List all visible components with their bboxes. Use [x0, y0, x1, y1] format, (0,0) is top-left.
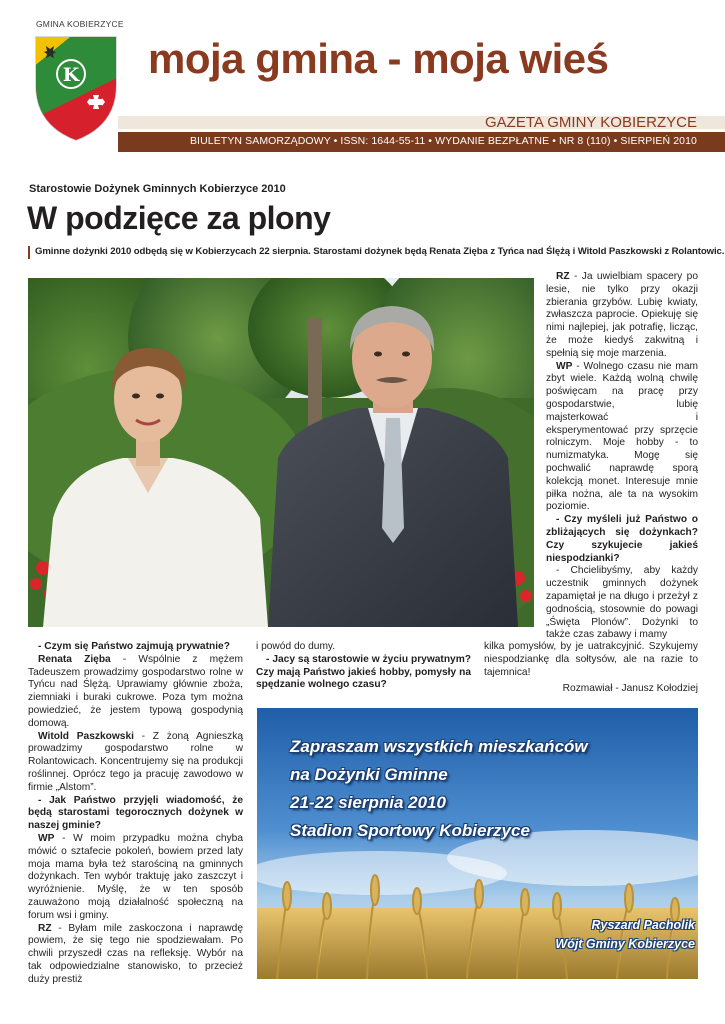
answer-paragraph: - Chcielibyśmy, aby każdy uczestnik gminnych dożynek zapamiętał je na długo i przeżył z godnością, stosownie do powagi „Święta Plonów”. Dożynki to także czas zabawy i mamy	[546, 565, 698, 641]
author-signature: Rozmawiał - Janusz Kołodziej	[562, 683, 698, 695]
signer-title: Wójt Gminy Kobierzyce	[555, 937, 695, 951]
answer-paragraph: WP - W moim przypadku można chyba mówić o sztafecie pokoleń, bowiem przed laty moja mama była też starościną na gminnych dożynkach. Ten wybór traktuję jako zaszczyt i wyróżnienie. Myślę, że w ten sposób zauważono moją działalność społeczną na forum wsi i gminy.	[28, 832, 243, 921]
article-column-tail	[484, 641, 698, 696]
gmina-label: GMINA KOBIERZYCE	[36, 19, 124, 29]
question-paragraph: - Czym się Państwo zajmują prywatnie?	[38, 641, 230, 652]
invitation-venue: Stadion Sportowy Kobierzyce	[290, 821, 530, 840]
question-paragraph: - Czy myśleli już Państwo o zbliżających się dożynkach? Czy szykujecie jakieś niespodzianki?	[546, 514, 698, 564]
starostowie-photo	[28, 278, 534, 627]
article-column-middle	[256, 641, 471, 692]
article-column-left	[28, 641, 243, 987]
answer-paragraph: kilka pomysłów, by je uatrakcyjnić. Szykujemy niespodziankę dla sołtysów, ale na razie to tajemnica!	[484, 641, 698, 678]
signer-name: Ryszard Pacholik	[591, 918, 695, 932]
invitation-date: 21-22 sierpnia 2010	[290, 793, 446, 812]
article-column-right	[546, 271, 698, 642]
invitation-line-1: Zapraszam wszystkich mieszkańców	[290, 737, 588, 756]
invitation-line-2: na Dożynki Gminne	[290, 765, 448, 784]
answer-paragraph: Witold Paszkowski - Z żoną Agnieszką prowadzimy gospodarstwo rolne w Rolantowicach. Koncentrujemy się na produkcji roślinnej. Oprócz tego ja pracuję zawodowo w firmie „Alstom”.	[28, 730, 243, 793]
lead-marker	[28, 246, 30, 259]
article-kicker: Starostowie Dożynek Gminnych Kobierzyce 2010	[29, 183, 286, 195]
newspaper-title: moja gmina - moja wieś	[148, 35, 609, 82]
coat-of-arms-logo	[33, 33, 119, 143]
answer-paragraph: Renata Zięba - Wspólnie z mężem Tadeuszem prowadzimy gospodarstwo rolne w Tyńcu nad Ślężą. Uprawiamy głównie zboża, ziemniaki i buraki cukrowe. Poza tym można powiedzieć, że jestem typową gospodynią domową.	[28, 653, 243, 729]
question-paragraph: - Jacy są starostowie w życiu prywatnym? Czy mają Państwo jakieś hobby, pomysły na spędzanie wolnego czasu?	[256, 653, 471, 691]
answer-paragraph: WP - Wolnego czasu nie mam zbyt wiele. Każdą wolną chwilę poświęcam na pracę przy gospodarstwie, lubię majsterkować i eksperymentować przy sprzęcie rolniczym. Moje hobby - to numizmatyka. Mogę się pochwalić naprawdę sporą kolekcją monet. Interesuje mnie piłka nożna, ale ta na wysokim poziomie.	[546, 360, 698, 513]
article-lead: Gminne dożynki 2010 odbędą się w Kobierzycach 22 sierpnia. Starostami dożynek będą Renata Zięba z Tyńca nad Ślężą i Witold Paszkowski z Rolantowic.	[35, 246, 725, 257]
article-headline: W podzięce za plony	[27, 200, 331, 236]
issue-info: BIULETYN SAMORZĄDOWY • ISSN: 1644-55-11 • WYDANIE BEZPŁATNE • NR 8 (110) • SIERPIEŃ 2010	[189, 135, 697, 147]
answer-paragraph: RZ - Ja uwielbiam spacery po lesie, nie tylko przy okazji zbierania grzybów. Lubię kwiaty, zwłaszcza paprocie. Opiekuję się nimi najlepiej, jak potrafię, licząc, że może kiedyś zakwitną i spełnią się moje marzenia.	[546, 271, 698, 359]
question-paragraph: - Jak Państwo przyjęli wiadomość, że będą starostami tegorocznych dożynek w naszej gminie?	[28, 794, 243, 832]
answer-paragraph: RZ - Byłam mile zaskoczona i naprawdę powiem, że się tego nie spodziewałam. Po chwili przyszedł czas na refleksję. Wybór na tak odpowiedzialne stanowisko, to przecież duży prestiż	[28, 922, 243, 985]
newspaper-subtitle: GAZETA GMINY KOBIERZYCE	[485, 114, 697, 131]
svg-text:K: K	[62, 64, 80, 86]
answer-paragraph: i powód do dumy.	[256, 641, 336, 652]
